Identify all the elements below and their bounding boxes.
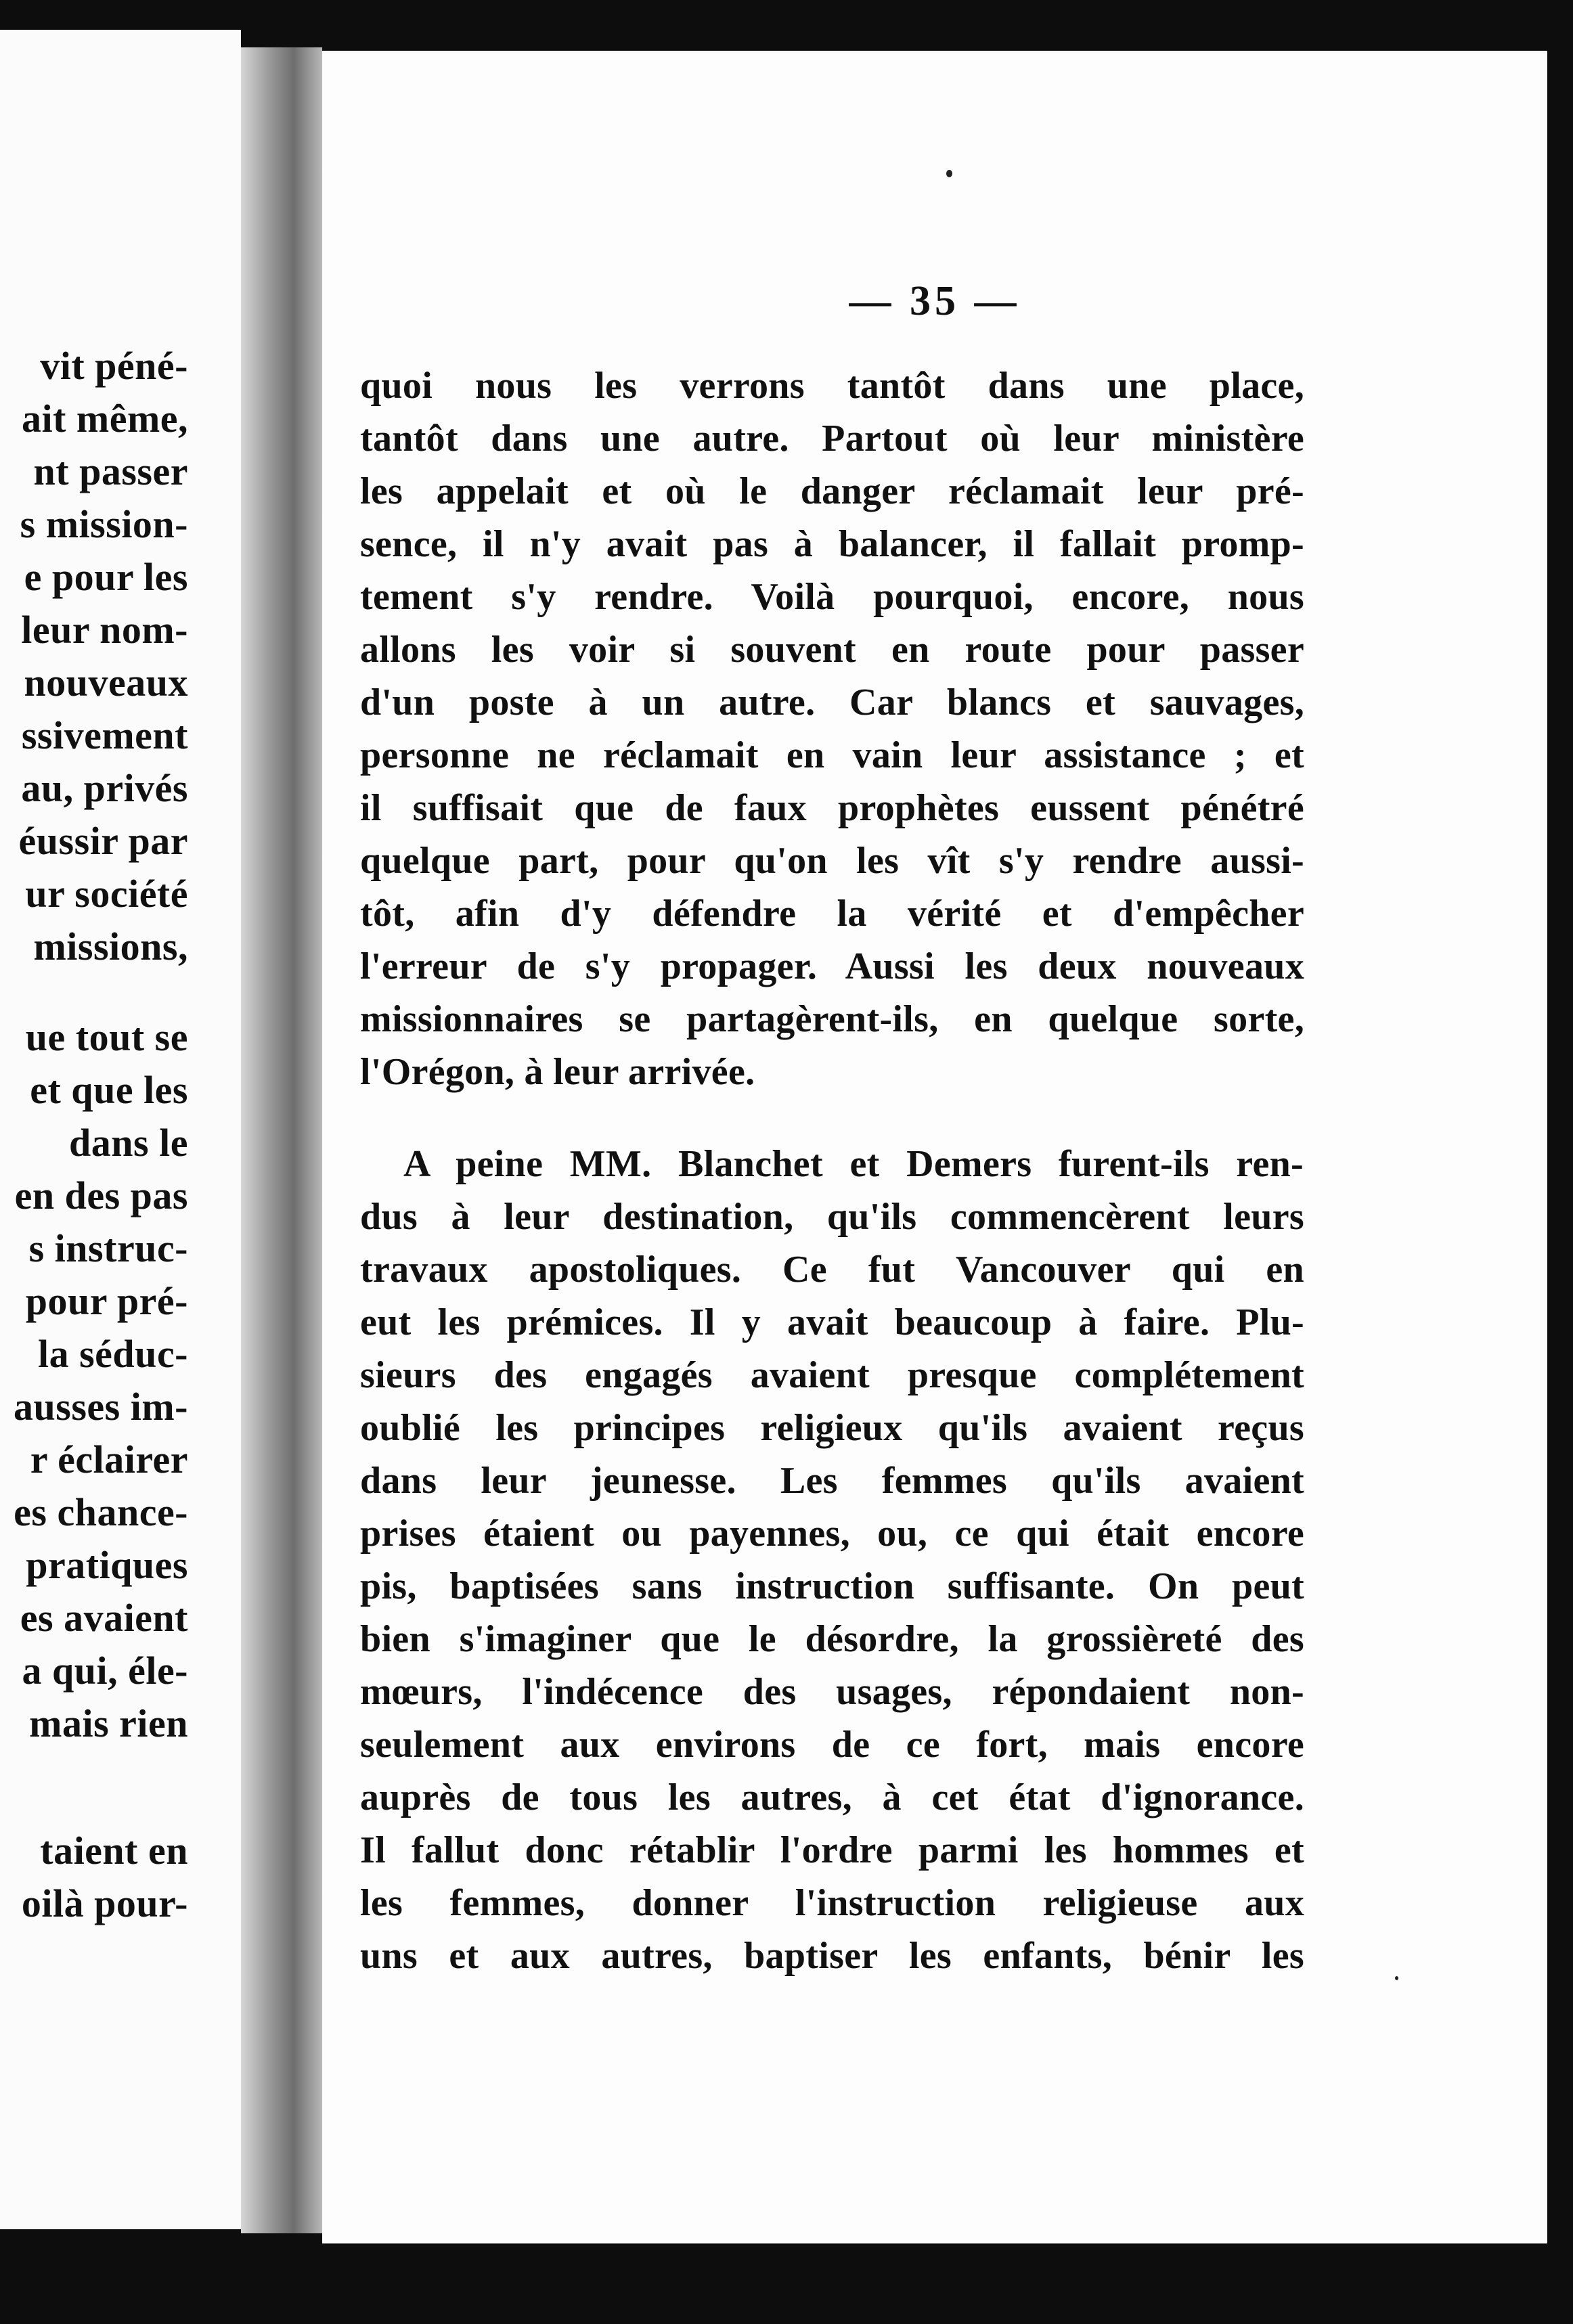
left-line: s mission- (20, 502, 188, 546)
text-line: travaux apostoliques. Ce fut Vancouver qui en (360, 1249, 1304, 1291)
left-line: oilà pour- (21, 1881, 188, 1925)
page-number: — 35 — (849, 278, 1021, 324)
text-line: pis, baptisées sans instruction suffisante. On peut (360, 1565, 1304, 1607)
text-line: allons les voir si souvent en route pour passer (360, 629, 1304, 671)
text-line: dus à leur destination, qu'ils commencèrent leurs (360, 1196, 1304, 1238)
text-line: A peine MM. Blanchet et Demers furent-ils ren- (403, 1143, 1304, 1185)
left-line: et que les (30, 1068, 188, 1112)
left-line: vit péné- (40, 344, 188, 388)
left-line: dans le (69, 1121, 188, 1165)
left-line: mais rien (29, 1701, 188, 1745)
left-line: es chance- (14, 1490, 188, 1534)
left-line: s instruc- (28, 1226, 188, 1270)
text-line: tôt, afin d'y défendre la vérité et d'empêcher (360, 893, 1304, 935)
text-line: Il fallut donc rétablir l'ordre parmi les hommes et (360, 1829, 1304, 1871)
text-line: bien s'imaginer que le désordre, la grossièreté des (360, 1618, 1304, 1660)
left-line: a qui, éle- (22, 1649, 188, 1693)
left-line: en des pas (14, 1174, 188, 1217)
text-line: mœurs, l'indécence des usages, répondaient non- (360, 1671, 1304, 1713)
left-line: leur nom- (21, 608, 188, 652)
left-line: au, privés (21, 766, 188, 810)
left-line: ur société (25, 872, 188, 916)
text-line: tantôt dans une autre. Partout où leur ministère (360, 418, 1304, 460)
left-line: pour pré- (25, 1279, 188, 1323)
left-line: ait même, (21, 397, 188, 441)
left-line: ausses im- (14, 1385, 188, 1429)
left-line: ue tout se (25, 1015, 188, 1059)
text-line: missionnaires se partagèrent-ils, en quelque sorte, (360, 998, 1304, 1040)
text-line: tement s'y rendre. Voilà pourquoi, encore, nous (360, 576, 1304, 618)
right-page (322, 51, 1547, 2243)
left-line: éussir par (18, 819, 188, 863)
left-page (0, 30, 241, 2229)
left-line: e pour les (24, 555, 188, 599)
text-line: dans leur jeunesse. Les femmes qu'ils avaient (360, 1460, 1304, 1502)
text-line: uns et aux autres, baptiser les enfants, bénir les (360, 1935, 1304, 1977)
left-line: missions, (33, 924, 188, 968)
text-line: prises étaient ou payennes, ou, ce qui était encore (360, 1513, 1304, 1555)
text-line: quoi nous les verrons tantôt dans une place, (360, 365, 1304, 407)
left-line: nt passer (33, 449, 188, 493)
text-line: l'Orégon, à leur arrivée. (360, 1051, 755, 1093)
text-line: eut les prémices. Il y avait beaucoup à faire. Plu- (360, 1301, 1304, 1343)
text-line: il suffisait que de faux prophètes eussent pénétré (360, 787, 1304, 829)
left-line: la séduc- (38, 1332, 188, 1376)
text-line: d'un poste à un autre. Car blancs et sauvages, (360, 681, 1304, 723)
text-line: les femmes, donner l'instruction religieuse aux (360, 1882, 1304, 1924)
ink-speck (1395, 1976, 1398, 1980)
text-line: les appelait et où le danger réclamait leur pré- (360, 470, 1304, 512)
left-line: nouveaux (24, 661, 188, 705)
text-line: sieurs des engagés avaient presque complétement (360, 1354, 1304, 1396)
left-line: r éclairer (30, 1437, 188, 1481)
left-line: taient en (40, 1829, 188, 1873)
left-line: pratiques (26, 1543, 188, 1587)
book-gutter-shadow (241, 47, 322, 2233)
ink-speck (946, 170, 952, 177)
text-line: personne ne réclamait en vain leur assistance ; et (360, 734, 1304, 776)
text-line: auprès de tous les autres, à cet état d'ignorance. (360, 1776, 1304, 1818)
left-line: ssivement (21, 713, 188, 757)
text-line: oublié les principes religieux qu'ils avaient reçus (360, 1407, 1304, 1449)
left-line: es avaient (20, 1596, 188, 1640)
text-line: quelque part, pour qu'on les vît s'y rendre aussi- (360, 840, 1304, 882)
text-line: l'erreur de s'y propager. Aussi les deux nouveaux (360, 945, 1304, 987)
text-line: seulement aux environs de ce fort, mais encore (360, 1724, 1304, 1766)
text-line: sence, il n'y avait pas à balancer, il fallait promp- (360, 523, 1304, 565)
